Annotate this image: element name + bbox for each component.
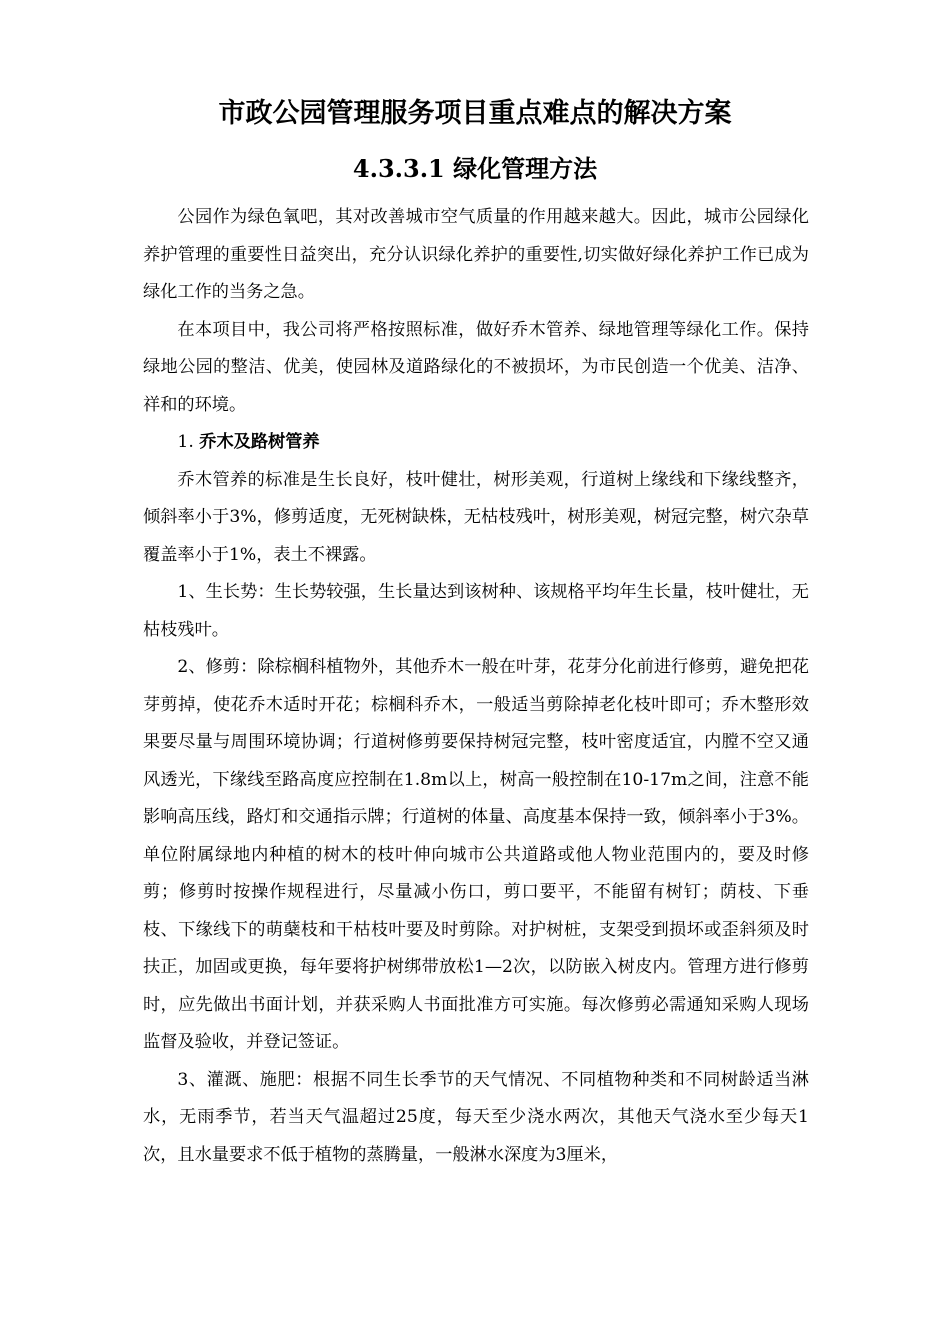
document-body [143,199,809,1174]
body-paragraph: 乔木管养的标准是生长良好，枝叶健壮，树形美观，行道树上缘线和下缘线整齐，倾斜率小于3%，修剪适度，无死树缺株，无枯枝残叶，树形美观，树冠完整，树穴杂草覆盖率小于1%，表土不裸露。 [143,469,809,565]
body-paragraph: 2、修剪：除棕榈科植物外，其他乔木一般在叶芽，花芽分化前进行修剪，避免把花芽剪掉，使花乔木适时开花；棕榈科乔木，一般适当剪除掉老化枝叶即可；乔木整形效果要尽量与周围环境协调；行道树修剪要保持树冠完整，枝叶密度适宜，内膛不空又通风透光，下缘线至路高度应控制在1.8m以上，树高一般控制在10-17m之间，注意不能影响高压线，路灯和交通指示牌；行道树的体量、高度基本保持一致，倾斜率小于3%。单位附属绿地内种植的树木的枝叶伸向城市公共道路或他人物业范围内的，要及时修剪；修剪时按操作规程进行，尽量减小伤口，剪口要平，不能留有树钉；荫枝、下垂枝、下缘线下的萌蘖枝和干枯枝叶要及时剪除。对护树桩，支架受到损坏或歪斜须及时扶正，加固或更换，每年要将护树绑带放松1—2次，以防嵌入树皮内。管理方进行修剪时，应先做出书面计划，并获采购人书面批准方可实施。每次修剪必需通知采购人现场监督及验收，并登记签证。 [143,657,809,1052]
body-paragraph: 3、灌溉、施肥：根据不同生长季节的天气情况、不同植物种类和不同树龄适当淋水，无雨季节，若当天气温超过25度，每天至少浇水两次，其他天气浇水至少每天1次，且水量要求不低于植物的蒸腾量，一般淋水深度为3厘米， [143,1069,809,1165]
subheading [143,424,809,462]
subheading-number: 1. [177,432,194,452]
section-heading: 4.3.3.1 绿化管理方法 [352,154,598,183]
body-paragraph: 在本项目中，我公司将严格按照标准，做好乔木管养、绿地管理等绿化工作。保持绿地公园的整洁、优美，使园林及道路绿化的不被损坏，为市民创造一个优美、洁净、祥和的环境。 [143,319,809,415]
subheading-title: 乔木及路树管养 [199,432,320,452]
body-paragraph: 1、生长势：生长势较强，生长量达到该树种、该规格平均年生长量，枝叶健壮，无枯枝残叶。 [143,582,809,640]
document-title: 市政公园管理服务项目重点难点的解决方案 [218,98,732,129]
body-paragraph: 公园作为绿色氧吧，其对改善城市空气质量的作用越来越大。因此，城市公园绿化养护管理的重要性日益突出，充分认识绿化养护的重要性,切实做好绿化养护工作已成为绿化工作的当务之急。 [143,207,809,302]
